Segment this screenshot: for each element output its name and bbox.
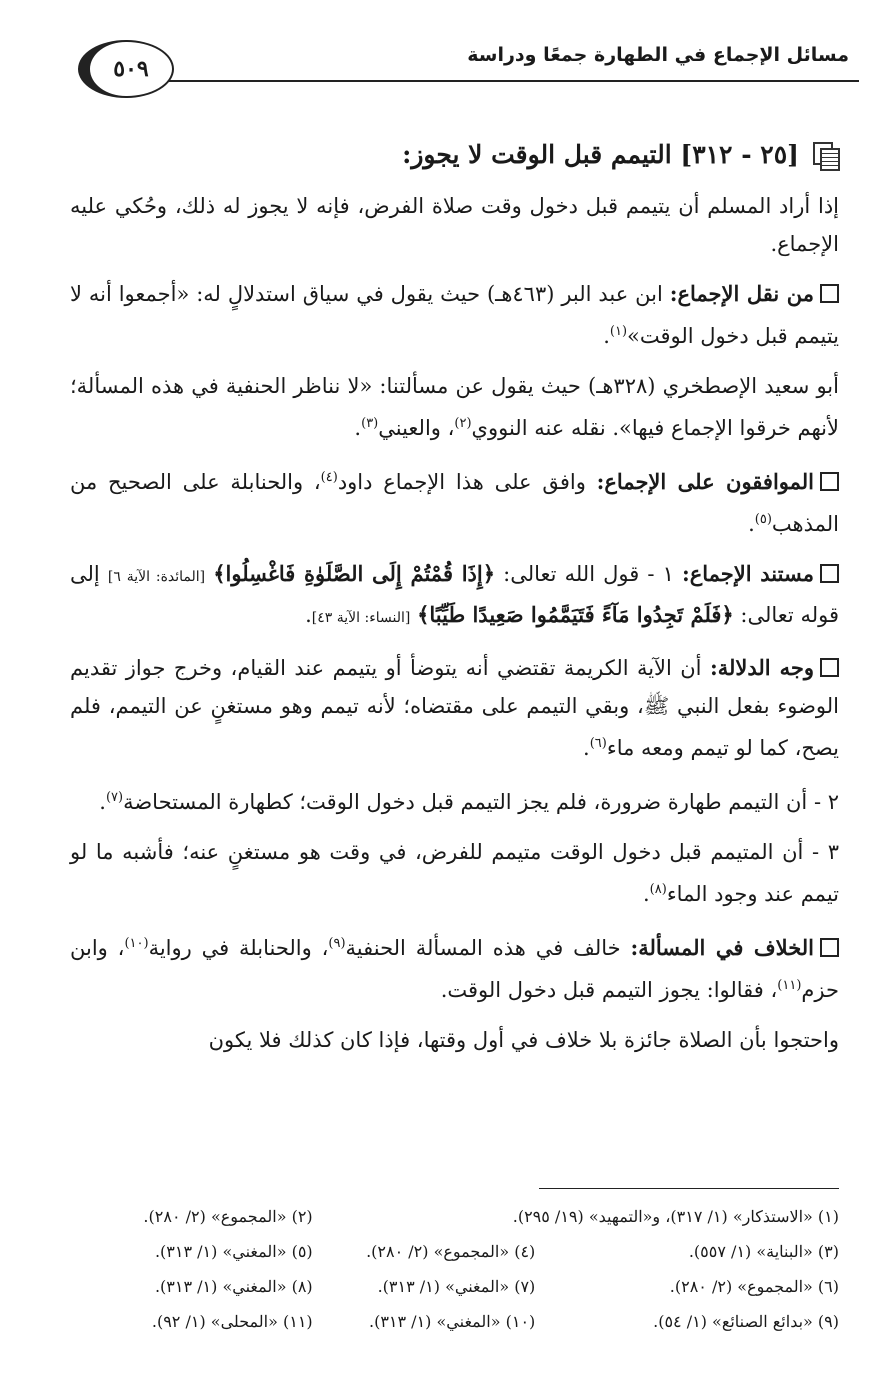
header-rule [150, 80, 859, 82]
muwafiqun-paragraph: الموافقون على الإجماع: وافق على هذا الإجماع داود$^{(٤)}$، والحنابلة على الصحيح من المذهب$^{(٥)}$. [70, 469, 839, 536]
footnote-item: (١٠) «المغني» (١/ ٣١٣). [368, 1312, 536, 1331]
naql-paragraph: من نقل الإجماع: ابن عبد البر (٤٦٣هـ) حيث يقول في سياق استدلالٍ له: «أجمعوا أنه لا يتيمم قبل دخول الوقت»$^{(١)}$. [70, 281, 839, 348]
point3-paragraph: ٣ - أن المتيمم قبل دخول الوقت متيمم للفرض، في وقت هو مستغنٍ عنه؛ فأشبه ما لو تيمم عند وجود الماء$^{(٨)}$. [70, 840, 839, 906]
dalala-paragraph: وجه الدلالة: أن الآية الكريمة تقتضي أنه يتوضأ أو يتيمم عند القيام، وخرج جواز تقديم الوضوء بفعل النبي ﷺ، وبقي التيمم على مقتضاه؛ لأنه تيمم وهو مستغنٍ عن التيمم، فلم يصح، كما لو تيمم ومعه ماء$^{(٦)}$. [70, 655, 839, 760]
checkbox-square-icon [820, 658, 839, 677]
footnote-item: (٣) «البناية» (١/ ٥٥٧). [688, 1242, 839, 1261]
page-body [70, 140, 839, 1071]
mustanad-paragraph: مستند الإجماع: ١ - قول الله تعالى: ﴿إِذَا قُمْتُمْ إِلَى الصَّلَوٰةِ فَاغْسِلُوا﴾ [المائدة: الآية ٦] إلى قوله تعالى: ﴿فَلَمْ تَجِدُوا مَآءً فَتَيَمَّمُوا صَعِيدًا طَيِّبًا﴾ [النساء: الآية ٤٣]. [70, 561, 839, 627]
footnote-ref: (٨) [649, 882, 667, 897]
footnotes [110, 1204, 839, 1335]
section-title: [٢٥ - ٣١٢] التيمم قبل الوقت لا يجوز: [402, 140, 799, 169]
footnote-item: (٥) «المغني» (١/ ٣١٣). [154, 1242, 313, 1261]
checkbox-square-icon [820, 284, 839, 303]
footnote-ref: (٦) [589, 736, 607, 751]
footnote-item: (٩) «بدائع الصنائع» (١/ ٥٤). [653, 1312, 839, 1331]
checkbox-square-icon [820, 564, 839, 583]
naql-lead: من نقل الإجماع: [669, 281, 814, 306]
khilaf-paragraph: الخلاف في المسألة: خالف في هذه المسألة الحنفية$^{(٩)}$، والحنابلة في رواية$^{(١٠)}$، وابن حزم$^{(١١)}$، فقالوا: يجوز التيمم قبل دخول الوقت. [70, 935, 839, 1002]
footnote-ref: (١) [609, 324, 628, 339]
dalala-lead: وجه الدلالة: [709, 655, 814, 680]
khilaf-lead: الخلاف في المسألة: [630, 935, 814, 960]
last-paragraph: واحتجوا بأن الصلاة جائزة بلا خلاف في أول وقتها، فإذا كان كذلك فلا يكون [208, 1028, 839, 1052]
intro-paragraph: إذا أراد المسلم أن يتيمم قبل دخول وقت صلاة الفرض، فإنه لا يجوز له ذلك، وحُكي عليه الإجماع. [70, 194, 839, 256]
page-number: ٥٠٩ [78, 40, 174, 98]
footnote-item: (٢) «المجموع» (٢/ ٢٨٠). [143, 1207, 313, 1226]
running-head: مسائل الإجماع في الطهارة جمعًا ودراسة [467, 44, 849, 66]
document-icon [813, 142, 839, 168]
abu-said-paragraph: أبو سعيد الإصطخري (٣٢٨هـ) حيث يقول عن مسألتنا: «لا نناظر الحنفية في هذه المسألة؛ لأنهم خرقوا الإجماع فيها». نقله عنه النووي$^{(٢)}$، والعيني$^{(٣)}$. [70, 374, 839, 440]
page-header [0, 0, 879, 110]
section-title-row [70, 140, 839, 169]
footnote-ref: (١١) [777, 978, 802, 993]
footnote-ref: (١٠) [124, 936, 149, 951]
footnote-ref: (٧) [105, 790, 124, 805]
point2-paragraph: ٢ - أن التيمم طهارة ضرورة، فلم يجز التيمم قبل دخول الوقت؛ كطهارة المستحاضة$^{(٧)}$. [99, 790, 839, 814]
footnote-item: (١) «الاستذكار» (١/ ٣١٧)، و«التمهيد» (١٩/ ٢٩٥). [512, 1207, 839, 1226]
quran-ref-2: [النساء: الآية ٤٣] [311, 610, 411, 626]
footnote-ref: (٥) [754, 512, 772, 527]
footnote-ref: (٣) [361, 416, 379, 431]
muwafiqun-lead: الموافقون على الإجماع: [596, 469, 815, 494]
footnote-ref: (٩) [328, 936, 346, 951]
quran-verse-2: ﴿فَلَمْ تَجِدُوا مَآءً فَتَيَمَّمُوا صَعِيدًا طَيِّبًا﴾ [417, 602, 734, 627]
mustanad-lead: مستند الإجماع: [681, 561, 814, 586]
footnote-ref: (٢) [454, 416, 472, 431]
footnote-ref: (٤) [320, 470, 338, 485]
footnote-item: (٤) «المجموع» (٢/ ٢٨٠). [366, 1242, 536, 1261]
footnote-item: (٨) «المغني» (١/ ٣١٣). [154, 1277, 313, 1296]
footnote-item: (١١) «المحلى» (١/ ٩٢). [151, 1312, 313, 1331]
quran-verse-1: ﴿إِذَا قُمْتُمْ إِلَى الصَّلَوٰةِ فَاغْسِلُوا﴾ [213, 561, 496, 586]
footnote-item: (٦) «المجموع» (٢/ ٢٨٠). [669, 1277, 839, 1296]
footnote-item: (٧) «المغني» (١/ ٣١٣). [377, 1277, 536, 1296]
quran-ref-1: [المائدة: الآية ٦] [107, 569, 206, 585]
footnote-rule [539, 1188, 839, 1189]
checkbox-square-icon [820, 938, 839, 957]
checkbox-square-icon [820, 472, 839, 491]
